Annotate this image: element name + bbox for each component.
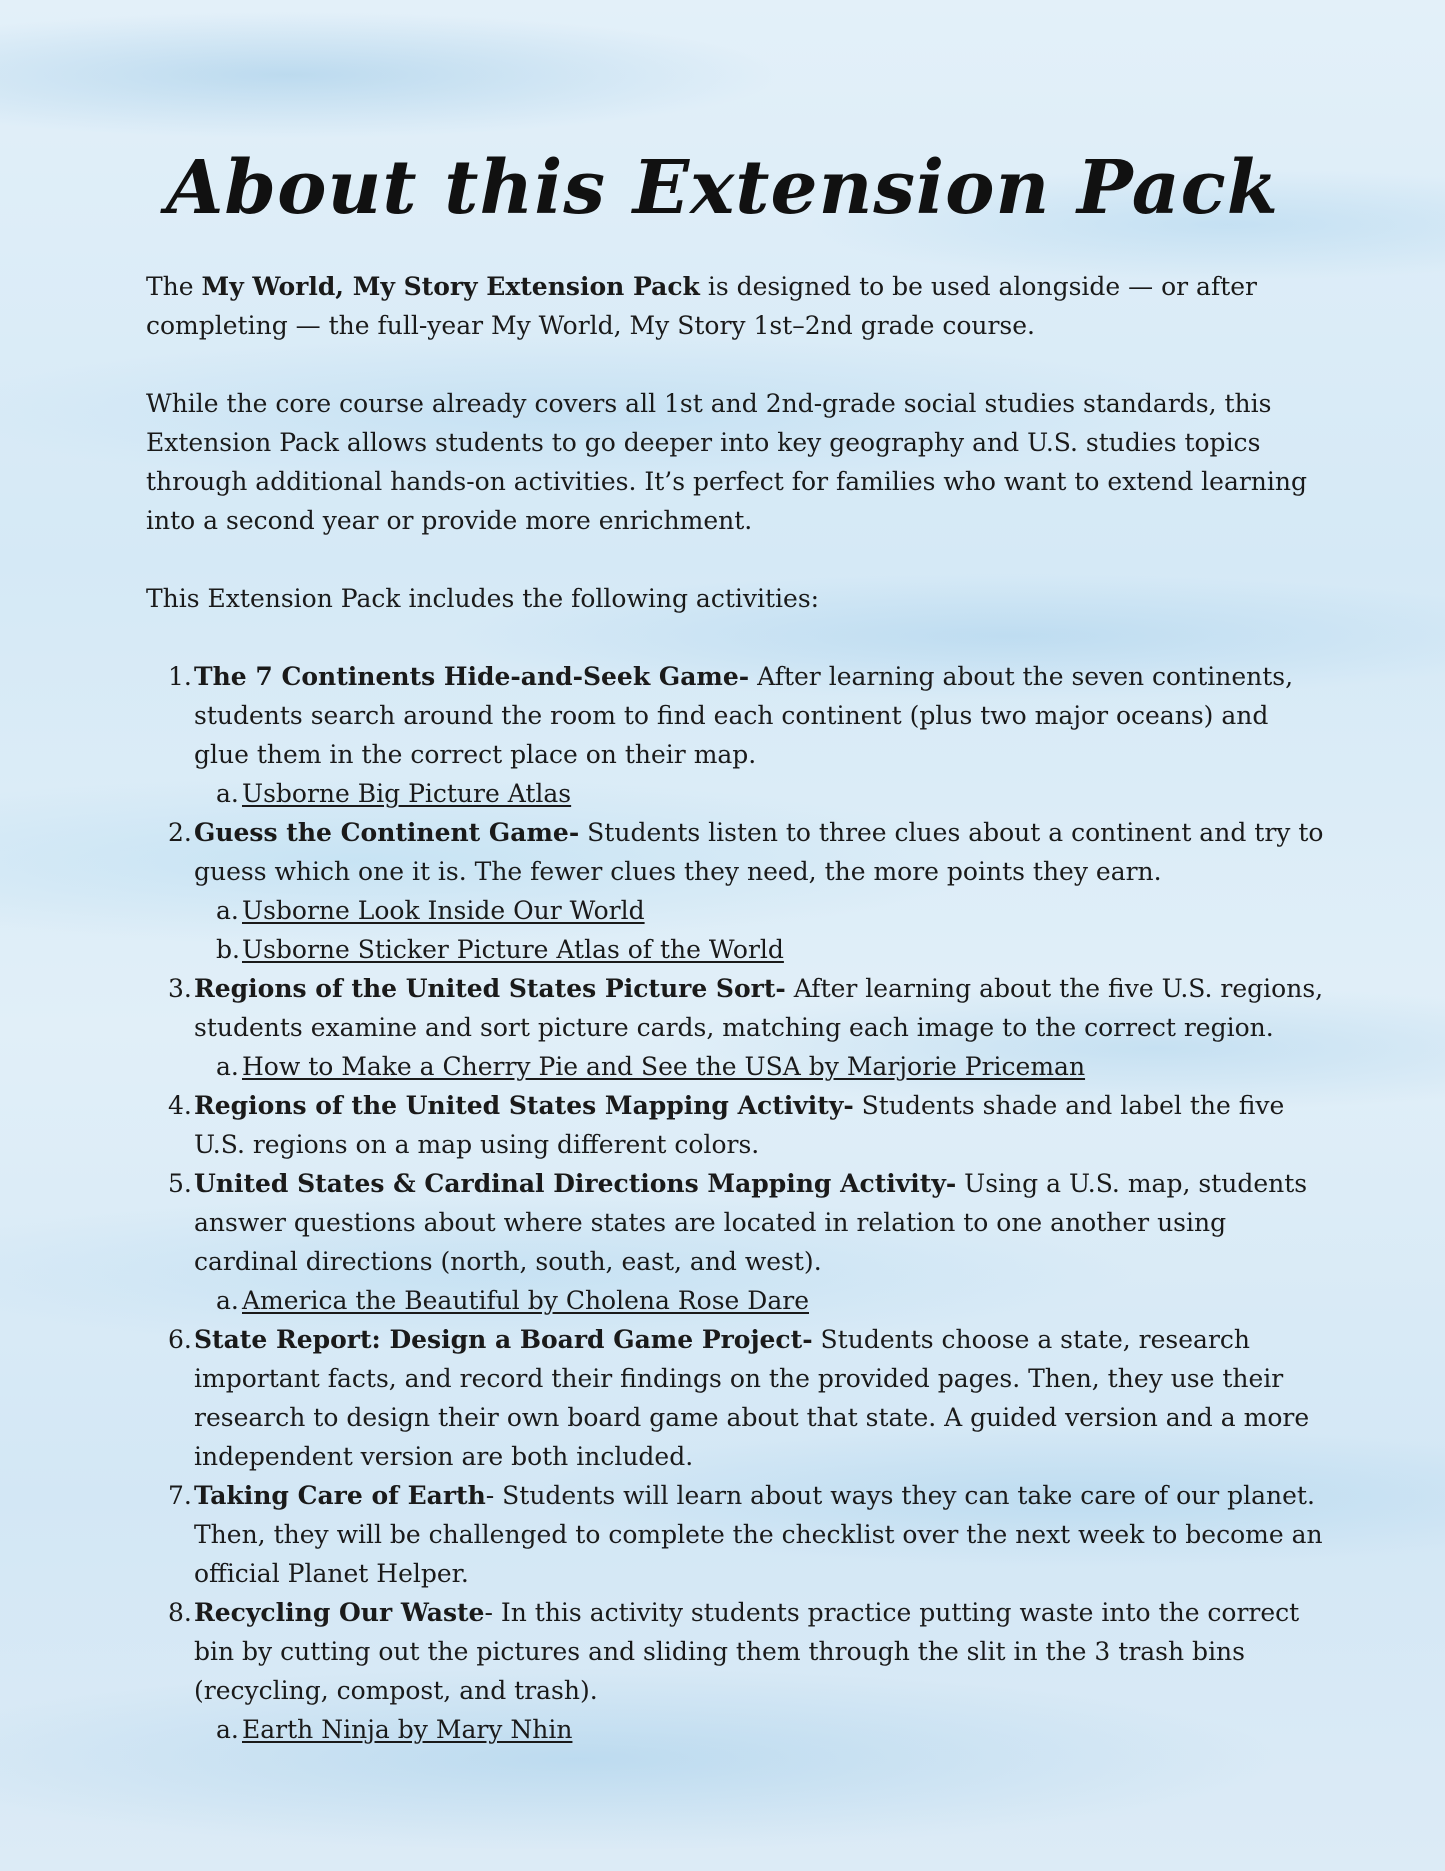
activity-description: After learning about the five U.S. regions, students examine and sort picture cards, matching each image to the correct region. (194, 974, 1324, 1042)
book-list (194, 1281, 1326, 1320)
page-title: About this Extension Pack (166, 144, 1279, 231)
book-letter: b. (216, 935, 240, 964)
main-content (146, 267, 1326, 1749)
book-letter: a. (216, 896, 239, 925)
book-link[interactable]: Usborne Big Picture Atlas (242, 779, 572, 808)
activity-name: Taking Care of Earth (194, 1481, 486, 1510)
activity-number: 3. (168, 974, 192, 1003)
book-item (194, 930, 1326, 969)
activity-item (146, 969, 1326, 1086)
book-letter: a. (216, 779, 239, 808)
intro-paragraph-1 (146, 267, 1326, 345)
intro-paragraph-2: While the core course already covers all 1st and 2nd-grade social studies standards, this Extension Pack allows students to go deeper into key geography and U.S. studies topics through additional hands-on activities. It’s perfect for families who want to extend learning into a second year or provide more enrichment. (146, 389, 1307, 535)
activity-item (146, 1476, 1326, 1593)
intro-text: is designed to be used alongside — or after completing — the full-year My World, My Story 1st–2nd grade course. (146, 272, 1258, 340)
activity-item (146, 1593, 1326, 1749)
pack-name: My World, My Story Extension Pack (201, 272, 700, 301)
activity-item (146, 657, 1326, 813)
book-link[interactable]: America the Beautiful by Cholena Rose Dare (242, 1286, 809, 1315)
book-letter: a. (216, 1286, 239, 1315)
intro-text: The (146, 272, 202, 301)
book-item (194, 891, 1326, 930)
book-link[interactable]: How to Make a Cherry Pie and See the USA by Marjorie Priceman (242, 1052, 1086, 1081)
book-list (194, 1047, 1326, 1086)
activity-name: Guess the Continent Game- (194, 818, 580, 847)
activity-description: - In this activity students practice putting waste into the correct bin by cutting out the pictures and sliding them through the slit in the 3 trash bins (recycling, compost, and trash). (194, 1598, 1300, 1705)
book-list (194, 1710, 1326, 1749)
activity-name: United States & Cardinal Directions Mapping Activity- (194, 1169, 957, 1198)
activity-description: Students listen to three clues about a continent and try to guess which one it is. The fewer clues they need, the more points they earn. (194, 818, 1324, 886)
book-link[interactable]: Usborne Sticker Picture Atlas of the World (242, 935, 784, 964)
activity-number: 8. (168, 1598, 192, 1627)
activity-description: Students choose a state, research important facts, and record their findings on the provided pages. Then, they use their research to design their own board game about that state. A guided version and a more independent version are both included. (194, 1325, 1310, 1471)
activity-description: After learning about the seven continents, students search around the room to find each continent (plus two major oceans) and glue them in the correct place on their map. (194, 662, 1294, 769)
activity-item (146, 1320, 1326, 1476)
activity-number: 4. (168, 1091, 192, 1120)
book-item (194, 774, 1326, 813)
book-item (194, 1281, 1326, 1320)
book-link[interactable]: Earth Ninja by Mary Nhin (242, 1715, 573, 1744)
activity-name: Recycling Our Waste (194, 1598, 485, 1627)
activity-name: State Report: Design a Board Game Project- (194, 1325, 813, 1354)
activity-number: 6. (168, 1325, 192, 1354)
activity-description: Students shade and label the five U.S. regions on a map using different colors. (194, 1091, 1285, 1159)
book-item (194, 1047, 1326, 1086)
activity-list (146, 657, 1326, 1749)
book-item (194, 1710, 1326, 1749)
activity-name: Regions of the United States Mapping Activity- (194, 1091, 854, 1120)
book-list (194, 774, 1326, 813)
activity-description: Using a U.S. map, students answer questions about where states are located in relation to one another using cardinal directions (north, south, east, and west). (194, 1169, 1308, 1276)
activity-item (146, 1086, 1326, 1164)
book-letter: a. (216, 1052, 239, 1081)
book-link[interactable]: Usborne Look Inside Our World (242, 896, 645, 925)
activity-name: The 7 Continents Hide-and-Seek Game- (194, 662, 750, 691)
activity-item (146, 813, 1326, 969)
intro-paragraph-3: This Extension Pack includes the following activities: (146, 584, 820, 613)
activity-name: Regions of the United States Picture Sort- (194, 974, 786, 1003)
book-list (194, 891, 1326, 969)
activity-number: 5. (168, 1169, 192, 1198)
activity-item (146, 1164, 1326, 1320)
activity-number: 7. (168, 1481, 192, 1510)
activity-number: 1. (168, 662, 192, 691)
activity-description: - Students will learn about ways they can take care of our planet. Then, they will be challenged to complete the checklist over the next week to become an official Planet Helper. (194, 1481, 1323, 1588)
activity-number: 2. (168, 818, 192, 847)
book-letter: a. (216, 1715, 239, 1744)
